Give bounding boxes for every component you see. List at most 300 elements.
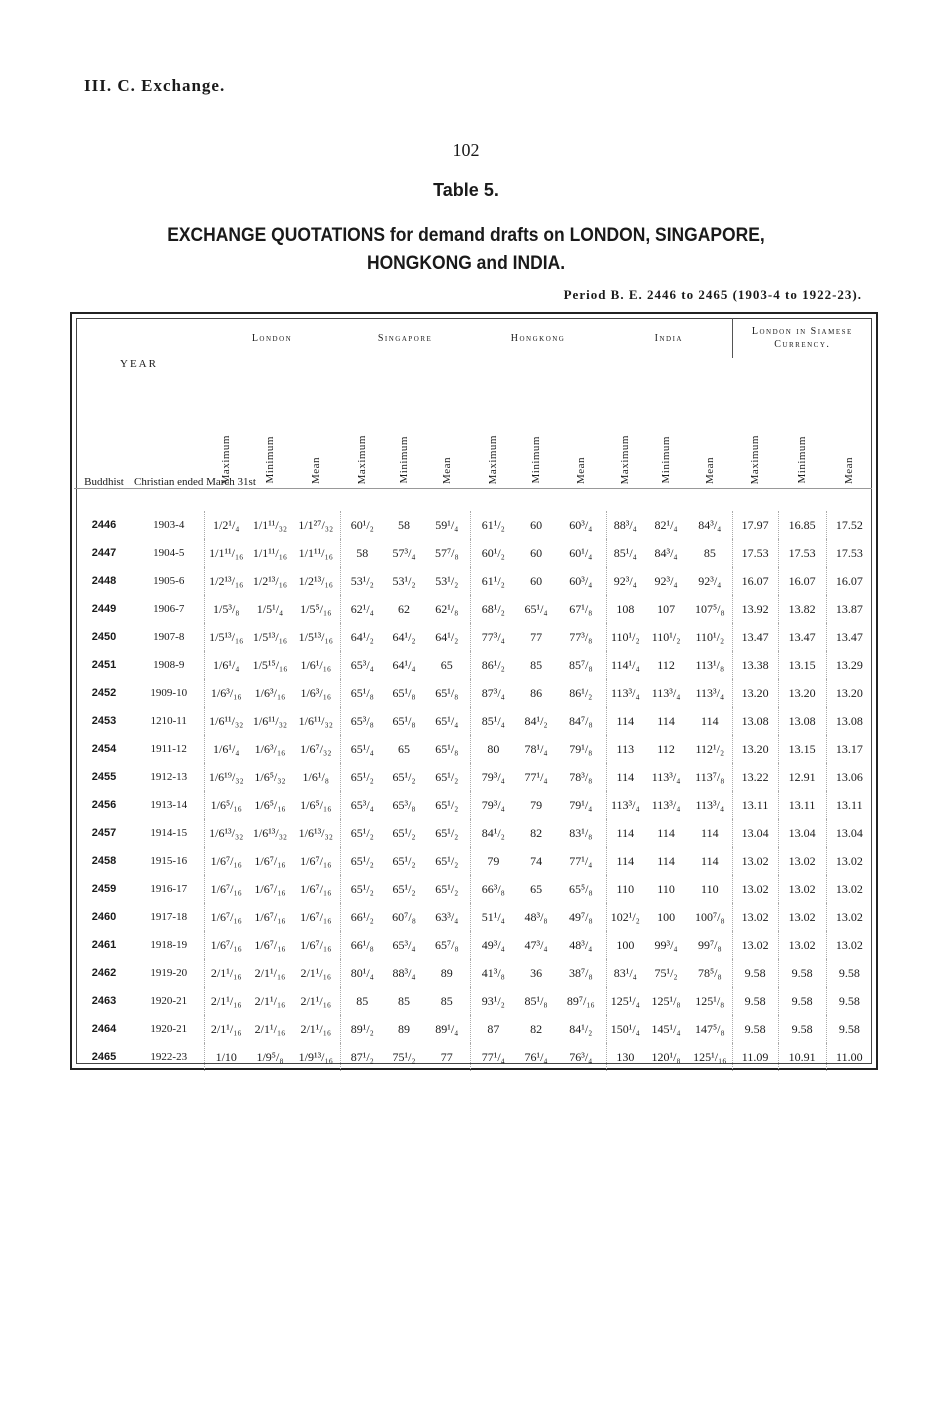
value-cell: 125¹/₈ <box>695 993 725 1008</box>
table-row <box>74 987 872 1015</box>
table-row <box>74 707 872 735</box>
christian-header: Christian ended March 31st <box>134 390 204 489</box>
value-cell: 65³/₄ <box>340 651 384 679</box>
year-header-fill <box>204 358 872 390</box>
value-cell: 1/6⁷/₁₆ <box>254 853 286 868</box>
buddhist-year-cell: 2449 <box>91 603 117 615</box>
value-cell: 13.47 <box>732 623 778 651</box>
value-cell: 114 <box>701 713 719 728</box>
value-cell: 65¹/₈ <box>435 741 459 756</box>
value-cell: 87¹/₂ <box>340 1043 384 1071</box>
page-number: 102 <box>452 140 480 160</box>
value-cell: 1/2¹³/₁₆ <box>298 573 333 588</box>
value-cell: 65¹/₈ <box>340 679 384 707</box>
period-caption: Period B. E. 2446 to 2465 (1903-4 to 1922-23). <box>563 287 862 302</box>
value-cell: 85¹/₄ <box>606 539 644 567</box>
value-cell: 1/5¹³/₁₆ <box>298 629 333 644</box>
value-cell: 49⁷/₈ <box>568 909 593 924</box>
buddhist-year-cell: 2459 <box>91 883 117 895</box>
value-cell: 65¹/₂ <box>340 763 384 791</box>
value-cell: 84¹/₂ <box>524 713 548 728</box>
value-cell: 86¹/₂ <box>569 685 593 700</box>
value-cell: 13.20 <box>732 735 778 763</box>
value-cell: 13.02 <box>778 847 826 875</box>
value-cell: 9.58 <box>826 959 872 987</box>
sub-header-label: Mean <box>441 456 454 484</box>
table-row <box>74 595 872 623</box>
value-cell: 67¹/₈ <box>569 601 593 616</box>
year-header-row <box>74 358 872 390</box>
value-cell: 107 <box>657 601 676 616</box>
value-cell: 77³/₄ <box>470 623 516 651</box>
value-cell: 92³/₄ <box>654 573 678 588</box>
buddhist-year-cell: 2462 <box>91 967 117 979</box>
value-cell: 51¹/₄ <box>470 903 516 931</box>
value-cell: 11.09 <box>732 1043 778 1071</box>
value-cell: 1/1¹¹/₃₂ <box>252 517 288 532</box>
christian-year-cell: 1915-16 <box>150 855 188 867</box>
value-cell: 107⁵/₈ <box>694 601 725 616</box>
value-cell: 1/6¹/₄ <box>204 735 248 763</box>
value-cell: 36 <box>530 965 543 980</box>
value-cell: 84¹/₂ <box>569 1021 593 1036</box>
christian-year-cell: 1903-4 <box>153 519 185 531</box>
value-cell: 77¹/₄ <box>524 769 548 784</box>
value-cell: 65¹/₄ <box>340 735 384 763</box>
value-cell: 1/6⁷/₁₆ <box>254 881 286 896</box>
value-cell: 1/6⁷/₁₆ <box>300 909 332 924</box>
value-cell: 13.04 <box>778 819 826 847</box>
value-cell: 13.92 <box>732 595 778 623</box>
value-cell: 76¹/₄ <box>524 1049 548 1064</box>
value-cell: 85¹/₄ <box>470 707 516 735</box>
value-cell: 114 <box>701 853 719 868</box>
value-cell: 83¹/₈ <box>569 825 593 840</box>
value-cell: 77 <box>440 1049 453 1064</box>
christian-year-cell: 1912-13 <box>150 771 188 783</box>
value-cell: 114¹/₄ <box>606 651 644 679</box>
value-cell: 13.47 <box>826 623 872 651</box>
value-cell: 68¹/₂ <box>470 595 516 623</box>
value-cell: 150¹/₄ <box>606 1015 644 1043</box>
value-cell: 53¹/₂ <box>340 567 384 595</box>
value-cell: 85 <box>340 987 384 1015</box>
value-cell: 1/6³/₁₆ <box>300 685 332 700</box>
value-cell: 41³/₈ <box>470 959 516 987</box>
value-cell: 13.02 <box>732 875 778 903</box>
christian-year-cell: 1919-20 <box>150 967 188 979</box>
value-cell: 13.02 <box>778 875 826 903</box>
christian-year-cell: 1906-7 <box>153 603 185 615</box>
value-cell: 1/6¹/₁₆ <box>300 657 332 672</box>
value-cell: 10.91 <box>778 1043 826 1071</box>
value-cell: 65³/₄ <box>340 791 384 819</box>
value-cell: 13.29 <box>826 651 872 679</box>
value-cell: 79¹/₄ <box>569 797 593 812</box>
value-cell: 84¹/₂ <box>470 819 516 847</box>
value-cell: 82 <box>530 1021 543 1036</box>
header-spacer-row <box>74 489 872 512</box>
value-cell: 13.20 <box>778 679 826 707</box>
value-cell: 13.11 <box>778 791 826 819</box>
value-cell: 65¹/₂ <box>340 819 384 847</box>
group-header-hongkong: Hongkong <box>510 332 566 344</box>
value-cell: 110¹/₂ <box>695 629 725 644</box>
value-cell: 79¹/₈ <box>569 741 593 756</box>
value-cell: 77 <box>530 629 543 644</box>
value-cell: 61¹/₂ <box>470 567 516 595</box>
value-cell: 2/1¹/₁₆ <box>300 965 332 980</box>
value-cell: 9.58 <box>732 987 778 1015</box>
value-cell: 65¹/₄ <box>435 713 459 728</box>
value-cell: 13.04 <box>826 819 872 847</box>
value-cell: 58 <box>398 517 411 532</box>
value-cell: 1/6¹³/₃₂ <box>298 825 333 840</box>
value-cell: 114 <box>657 713 675 728</box>
buddhist-year-cell: 2460 <box>91 911 117 923</box>
sub-header-label: Maximum <box>220 434 232 484</box>
sub-header-label: Minimum <box>398 436 411 484</box>
value-cell: 13.06 <box>826 763 872 791</box>
table-row <box>74 1015 872 1043</box>
table-row <box>74 1043 872 1071</box>
value-cell: 114 <box>606 819 644 847</box>
table-body <box>74 511 872 1071</box>
value-cell: 85⁷/₈ <box>568 657 593 672</box>
christian-year-cell: 1909-10 <box>150 687 188 699</box>
value-cell: 60¹/₄ <box>569 545 593 560</box>
value-cell: 17.53 <box>826 539 872 567</box>
value-cell: 60 <box>530 573 543 588</box>
value-cell: 76³/₄ <box>569 1049 593 1064</box>
value-cell: 114 <box>701 825 719 840</box>
value-cell: 113 <box>606 735 644 763</box>
christian-year-cell: 1907-8 <box>153 631 185 643</box>
value-cell: 1/6⁵/₃₂ <box>254 769 286 784</box>
table-title-line-2: HONGKONG and INDIA. <box>366 253 566 274</box>
value-cell: 80¹/₄ <box>340 959 384 987</box>
value-cell: 12.91 <box>778 763 826 791</box>
value-cell: 78⁵/₈ <box>697 965 722 980</box>
value-cell: 9.58 <box>732 959 778 987</box>
value-cell: 1/6⁷/₁₆ <box>204 847 248 875</box>
value-cell: 38⁷/₈ <box>568 965 593 980</box>
value-cell: 57³/₄ <box>392 545 416 560</box>
value-cell: 65¹/₂ <box>392 769 416 784</box>
value-cell: 1/6⁵/₁₆ <box>204 791 248 819</box>
value-cell: 13.20 <box>826 679 872 707</box>
value-cell: 65 <box>398 741 411 756</box>
value-cell: 89 <box>398 1021 411 1036</box>
sub-header-label: Mean <box>310 456 323 484</box>
value-cell: 1/10 <box>204 1043 248 1071</box>
value-cell: 13.08 <box>732 707 778 735</box>
sub-header-maximum <box>470 390 516 489</box>
value-cell: 48³/₄ <box>569 937 593 952</box>
christian-year-cell: 1918-19 <box>150 939 188 951</box>
value-cell: 120¹/₈ <box>651 1049 681 1064</box>
value-cell: 65 <box>530 881 543 896</box>
value-cell: 65 <box>440 657 453 672</box>
sub-header-label: Mean <box>843 456 856 484</box>
value-cell: 114 <box>606 847 644 875</box>
value-cell: 1/6⁷/₁₆ <box>254 909 286 924</box>
value-cell: 11.00 <box>826 1043 872 1071</box>
sub-header-label: Maximum <box>356 434 369 484</box>
value-cell: 13.02 <box>778 903 826 931</box>
value-cell: 1/5¹⁵/₁₆ <box>252 657 288 672</box>
value-cell: 58 <box>340 539 384 567</box>
value-cell: 1/6⁵/₁₆ <box>254 797 286 812</box>
sub-header-label: Minimum <box>660 436 673 484</box>
sub-header-mean <box>292 390 340 489</box>
value-cell: 65¹/₂ <box>340 875 384 903</box>
value-cell: 1/1¹¹/₁₆ <box>252 545 288 560</box>
sub-header-minimum <box>248 390 292 489</box>
value-cell: 65¹/₂ <box>435 853 459 868</box>
value-cell: 1/5⁵/₁₆ <box>300 601 332 616</box>
value-cell: 66¹/₈ <box>340 931 384 959</box>
value-cell: 75¹/₂ <box>392 1049 416 1064</box>
sub-header-minimum <box>778 390 826 489</box>
value-cell: 102¹/₂ <box>606 903 644 931</box>
sub-header-minimum <box>516 390 556 489</box>
value-cell: 79³/₄ <box>470 763 516 791</box>
value-cell: 17.53 <box>732 539 778 567</box>
table-row <box>74 651 872 679</box>
value-cell: 65¹/₂ <box>392 881 416 896</box>
table-row <box>74 679 872 707</box>
value-cell: 1/6¹/₈ <box>302 769 329 784</box>
value-cell: 89 <box>440 965 453 980</box>
value-cell: 9.58 <box>778 959 826 987</box>
sub-header-minimum <box>644 390 688 489</box>
value-cell: 1/6³/₁₆ <box>204 679 248 707</box>
value-cell: 63³/₄ <box>435 909 459 924</box>
sub-header-row <box>74 390 872 489</box>
buddhist-year-cell: 2465 <box>91 1051 117 1063</box>
sub-header-maximum <box>340 390 384 489</box>
value-cell: 113³/₄ <box>606 791 644 819</box>
value-cell: 1/6¹/₄ <box>204 651 248 679</box>
value-cell: 62¹/₈ <box>435 601 459 616</box>
value-cell: 2/1¹/₁₆ <box>254 993 286 1008</box>
table-row <box>74 875 872 903</box>
value-cell: 13.08 <box>826 707 872 735</box>
value-cell: 77³/₈ <box>569 629 593 644</box>
value-cell: 84³/₄ <box>654 545 678 560</box>
value-cell: 17.97 <box>732 511 778 539</box>
value-cell: 16.07 <box>732 567 778 595</box>
value-cell: 110 <box>606 875 644 903</box>
value-cell: 1/6¹¹/₃₂ <box>298 713 333 728</box>
value-cell: 85 <box>530 657 543 672</box>
value-cell: 100 <box>606 931 644 959</box>
value-cell: 57⁷/₈ <box>434 545 459 560</box>
value-cell: 64¹/₄ <box>392 657 416 672</box>
value-cell: 16.07 <box>778 567 826 595</box>
value-cell: 1/2¹³/₁₆ <box>252 573 288 588</box>
value-cell: 1/6³/₁₆ <box>254 685 286 700</box>
buddhist-year-cell: 2461 <box>91 939 117 951</box>
table-title-line-1: EXCHANGE QUOTATIONS for demand drafts on LONDON, SINGAPORE, <box>167 225 765 246</box>
value-cell: 1/6³/₁₆ <box>254 741 286 756</box>
buddhist-year-cell: 2457 <box>91 827 117 839</box>
group-header-london: London <box>251 332 293 344</box>
christian-year-cell: 1908-9 <box>153 659 185 671</box>
value-cell: 13.20 <box>732 679 778 707</box>
sub-header-label: Mean <box>704 456 717 484</box>
value-cell: 65³/₄ <box>392 937 416 952</box>
sub-header-mean <box>688 390 732 489</box>
sub-header-label: Minimum <box>264 436 276 484</box>
value-cell: 1/5¹³/₁₆ <box>252 629 288 644</box>
value-cell: 78¹/₄ <box>524 741 548 756</box>
value-cell: 84⁷/₈ <box>568 713 593 728</box>
value-cell: 2/1¹/₁₆ <box>254 1021 286 1036</box>
buddhist-year-cell: 2456 <box>91 799 117 811</box>
value-cell: 113¹/₈ <box>695 657 725 672</box>
value-cell: 1/6¹³/₃₂ <box>204 819 248 847</box>
value-cell: 65¹/₈ <box>392 685 416 700</box>
value-cell: 84³/₄ <box>698 517 722 532</box>
value-cell: 147⁵/₈ <box>694 1021 725 1036</box>
value-cell: 1/5³/₈ <box>204 595 248 623</box>
value-cell: 13.02 <box>826 875 872 903</box>
christian-year-cell: 1913-14 <box>150 799 188 811</box>
sub-header-minimum <box>384 390 424 489</box>
value-cell: 62 <box>398 601 411 616</box>
value-cell: 114 <box>657 825 675 840</box>
christian-year-cell: 1922-23 <box>150 1051 188 1063</box>
value-cell: 17.52 <box>826 511 872 539</box>
value-cell: 9.58 <box>778 987 826 1015</box>
value-cell: 13.02 <box>826 903 872 931</box>
value-cell: 60³/₄ <box>569 573 593 588</box>
value-cell: 60¹/₂ <box>470 539 516 567</box>
value-cell: 88³/₄ <box>606 511 644 539</box>
value-cell: 113³/₄ <box>695 685 725 700</box>
value-cell: 64¹/₂ <box>392 629 416 644</box>
value-cell: 114 <box>606 707 644 735</box>
value-cell: 80 <box>470 735 516 763</box>
value-cell: 60⁷/₈ <box>392 909 416 924</box>
value-cell: 1/6⁷/₁₆ <box>300 937 332 952</box>
value-cell: 13.11 <box>732 791 778 819</box>
value-cell: 1/6⁷/₁₆ <box>204 875 248 903</box>
value-cell: 13.15 <box>778 651 826 679</box>
value-cell: 13.22 <box>732 763 778 791</box>
value-cell: 145¹/₄ <box>651 1021 681 1036</box>
value-cell: 65¹/₂ <box>435 825 459 840</box>
buddhist-year-cell: 2454 <box>91 743 117 755</box>
sub-header-label: Maximum <box>749 434 762 484</box>
table-row <box>74 623 872 651</box>
value-cell: 79 <box>470 847 516 875</box>
value-cell: 1/9¹³/₁₆ <box>298 1049 333 1064</box>
buddhist-year-cell: 2455 <box>91 771 117 783</box>
value-cell: 1/1¹¹/₁₆ <box>298 545 333 560</box>
value-cell: 85 <box>440 993 453 1008</box>
christian-year-cell: 1920-21 <box>150 1023 188 1035</box>
value-cell: 93¹/₂ <box>470 987 516 1015</box>
value-cell: 13.02 <box>732 931 778 959</box>
value-cell: 13.02 <box>732 903 778 931</box>
value-cell: 83¹/₄ <box>606 959 644 987</box>
value-cell: 65¹/₄ <box>524 601 548 616</box>
value-cell: 86¹/₂ <box>470 651 516 679</box>
value-cell: 99⁷/₈ <box>697 937 722 952</box>
value-cell: 125¹/₄ <box>606 987 644 1015</box>
table-row <box>74 791 872 819</box>
sub-header-label: Mean <box>575 456 588 484</box>
christian-year-cell: 1914-15 <box>150 827 188 839</box>
value-cell: 65⁵/₈ <box>568 881 593 896</box>
value-cell: 65¹/₂ <box>435 769 459 784</box>
value-cell: 79 <box>530 797 543 812</box>
value-cell: 1/6¹¹/₃₂ <box>204 707 248 735</box>
sub-header-label: Minimum <box>796 436 809 484</box>
value-cell: 62¹/₄ <box>340 595 384 623</box>
value-cell: 1/5¹³/₁₆ <box>204 623 248 651</box>
value-cell: 2/1¹/₁₆ <box>204 1015 248 1043</box>
value-cell: 65³/₈ <box>340 707 384 735</box>
value-cell: 65³/₈ <box>392 797 416 812</box>
sub-header-label: Minimum <box>530 436 543 484</box>
value-cell: 61¹/₂ <box>470 511 516 539</box>
value-cell: 1/1²⁷/₃₂ <box>298 517 334 532</box>
year-header: YEAR <box>120 358 158 370</box>
value-cell: 74 <box>530 853 543 868</box>
value-cell: 113³/₄ <box>606 679 644 707</box>
table-row <box>74 931 872 959</box>
header-spacer <box>74 489 872 512</box>
value-cell: 100 <box>657 909 676 924</box>
value-cell: 1/6⁷/₁₆ <box>254 937 286 952</box>
value-cell: 99³/₄ <box>654 937 678 952</box>
value-cell: 85 <box>398 993 411 1008</box>
value-cell: 1/6⁷/₁₆ <box>204 903 248 931</box>
value-cell: 2/1¹/₁₆ <box>300 993 332 1008</box>
value-cell: 100⁷/₈ <box>694 909 725 924</box>
value-cell: 110¹/₂ <box>651 629 681 644</box>
value-cell: 125¹/₈ <box>651 993 681 1008</box>
buddhist-year-cell: 2450 <box>91 631 117 643</box>
table-row <box>74 567 872 595</box>
value-cell: 65¹/₂ <box>435 881 459 896</box>
group-header-blank <box>74 318 204 358</box>
buddhist-year-cell: 2451 <box>91 659 117 671</box>
value-cell: 130 <box>606 1043 644 1071</box>
value-cell: 48³/₈ <box>524 909 548 924</box>
table-row <box>74 819 872 847</box>
table-title <box>37 222 894 278</box>
sub-header-maximum <box>606 390 644 489</box>
value-cell: 113³/₄ <box>651 797 681 812</box>
value-cell: 13.04 <box>732 819 778 847</box>
value-cell: 78³/₈ <box>569 769 593 784</box>
value-cell: 1/6⁷/₁₆ <box>300 881 332 896</box>
value-cell: 1/6⁷/₁₆ <box>204 931 248 959</box>
value-cell: 88³/₄ <box>392 965 416 980</box>
value-cell: 125¹/₁₆ <box>693 1049 727 1064</box>
value-cell: 13.02 <box>826 847 872 875</box>
value-cell: 89¹/₂ <box>340 1015 384 1043</box>
value-cell: 1/6¹¹/₃₂ <box>252 713 288 728</box>
group-header-india: India <box>654 332 683 344</box>
buddhist-year-cell: 2448 <box>91 575 117 587</box>
value-cell: 13.02 <box>826 931 872 959</box>
